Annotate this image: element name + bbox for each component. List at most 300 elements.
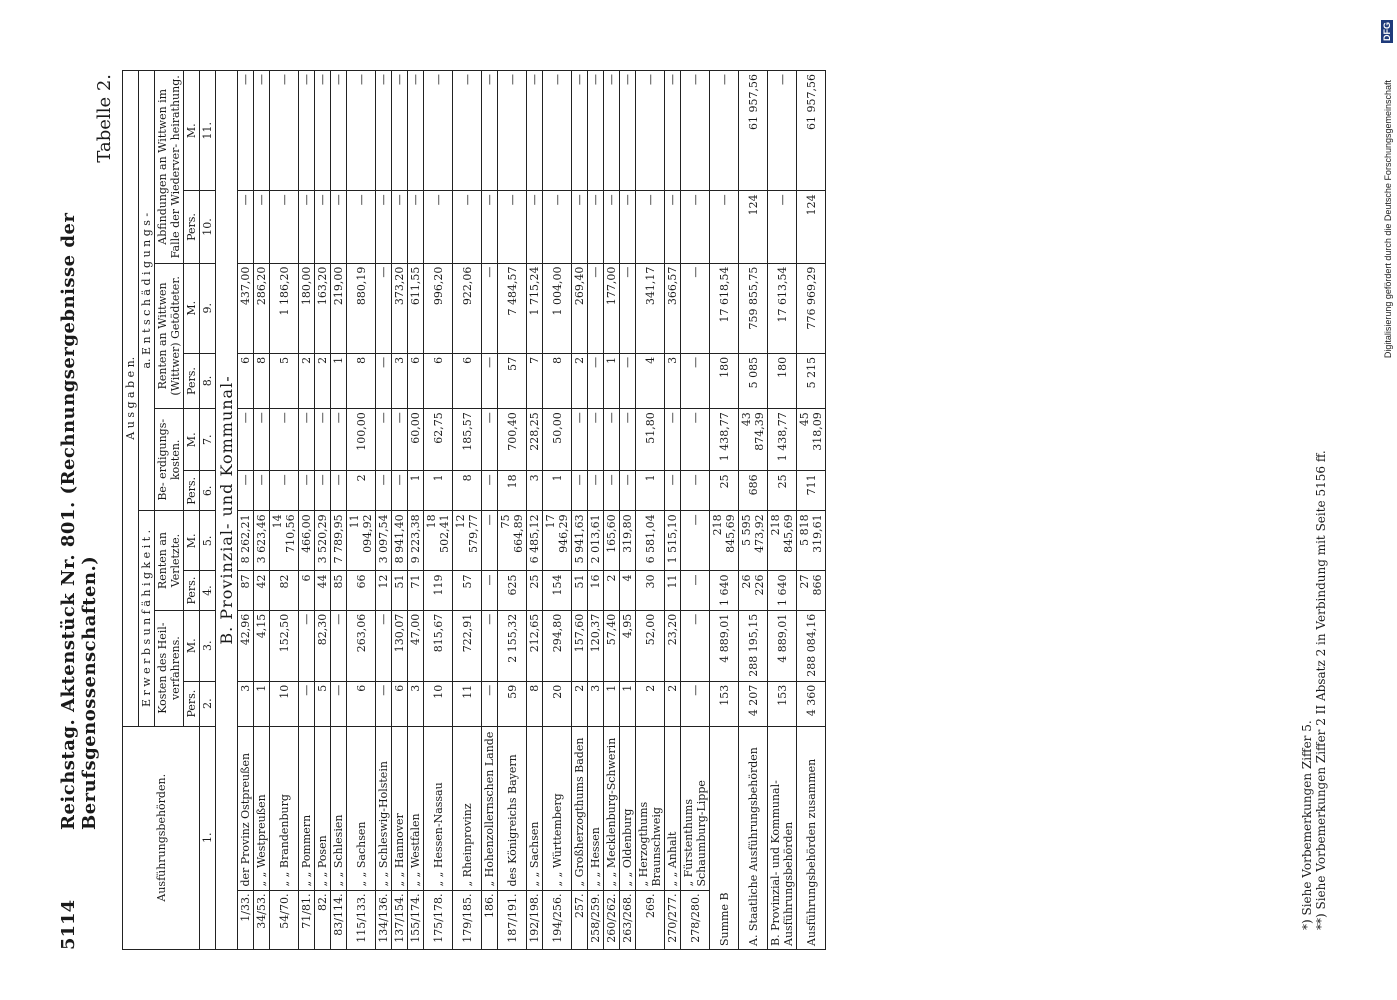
row-value: 45 318,09 xyxy=(797,409,826,471)
row-value: — xyxy=(768,191,797,263)
row-value: 4 xyxy=(620,571,636,610)
row-value: — xyxy=(376,353,392,408)
row-number: 187/191. xyxy=(498,890,527,949)
row-value: 219,00 xyxy=(331,263,347,353)
row-value: — xyxy=(681,471,710,511)
row-value: 5 595 473,92 xyxy=(739,511,768,571)
row-value: 120,37 xyxy=(588,610,604,681)
row-value: 3 623,46 xyxy=(254,511,270,571)
row-value: 776 969,29 xyxy=(797,263,826,353)
table-row xyxy=(424,71,453,950)
footnotes xyxy=(1300,450,1328,930)
row-name: „ „ Hessen xyxy=(588,726,604,890)
row-value: 130,07 xyxy=(392,610,408,681)
section-b-heading: B. Provinzial- und Kommunal- xyxy=(216,71,238,950)
row-value: — xyxy=(331,681,347,726)
row-value: 212,65 xyxy=(527,610,543,681)
row-value: 1 186,20 xyxy=(270,263,299,353)
row-value: — xyxy=(665,71,681,191)
row-value: 10 xyxy=(270,681,299,726)
row-name: Ausführungsbehörden zusammen xyxy=(797,726,826,949)
row-value: — xyxy=(543,71,572,191)
row-value: 10 xyxy=(424,681,453,726)
row-value: — xyxy=(331,409,347,471)
row-value: 26 226 xyxy=(739,571,768,610)
unit-pers: Pers. xyxy=(184,471,200,511)
row-value: 30 xyxy=(636,571,665,610)
column-number: 5. xyxy=(200,511,216,571)
row-value: 625 xyxy=(498,571,527,610)
row-value: 18 xyxy=(498,471,527,511)
row-number: 175/178. xyxy=(424,890,453,949)
row-value: 3 xyxy=(408,681,424,726)
row-value: — xyxy=(238,71,254,191)
table-row xyxy=(482,71,498,950)
row-value: — xyxy=(270,191,299,263)
column-number: 4. xyxy=(200,571,216,610)
row-value: 218 845,69 xyxy=(710,511,739,571)
dfg-logo: DFG xyxy=(1382,22,1392,41)
row-value: 6 xyxy=(347,681,376,726)
row-value: — xyxy=(482,610,498,681)
unit-pers: Pers. xyxy=(184,681,200,726)
row-value: 42 xyxy=(254,571,270,610)
table-row xyxy=(299,71,315,950)
row-value: 1 004,00 xyxy=(543,263,572,353)
rotated-table-page xyxy=(50,50,1350,950)
row-value: — xyxy=(238,471,254,511)
row-name: „ „ Württemberg xyxy=(543,726,572,890)
row-value: 100,00 xyxy=(347,409,376,471)
column-number: 2. xyxy=(200,681,216,726)
total-row xyxy=(768,71,797,950)
row-value: 71 xyxy=(408,571,424,610)
row-number: 34/53. xyxy=(254,890,270,949)
row-value: — xyxy=(681,681,710,726)
row-name: der Provinz Ostpreußen xyxy=(238,726,254,890)
column-number: 11. xyxy=(200,71,216,191)
row-value: 7 789,95 xyxy=(331,511,347,571)
unit-pers: Pers. xyxy=(184,571,200,610)
row-value: — xyxy=(572,471,588,511)
total-row xyxy=(797,71,826,950)
row-value: 4 360 xyxy=(797,681,826,726)
row-value: — xyxy=(392,191,408,263)
row-name: „ „ Pommern xyxy=(299,726,315,890)
page-title: Reichstag. Aktenstück Nr. 801. (Rechnungsergebnisse der Berufsgenossenschaften.) xyxy=(58,212,100,830)
data-table xyxy=(122,70,826,950)
row-value: 700,40 xyxy=(498,409,527,471)
row-value: — xyxy=(299,409,315,471)
row-number: 155/174. xyxy=(408,890,424,949)
row-value: 2 xyxy=(636,681,665,726)
row-value: 4 207 xyxy=(739,681,768,726)
row-value: — xyxy=(376,610,392,681)
row-value: 4,15 xyxy=(254,610,270,681)
credit-text: Digitalisierung gefördert durch die Deutsche Forschungsgemeinschaft xyxy=(1383,80,1393,359)
row-value: 1 438,77 xyxy=(710,409,739,471)
row-value: 152,50 xyxy=(270,610,299,681)
row-value: 57 xyxy=(498,353,527,408)
row-value: 61 957,56 xyxy=(739,71,768,191)
row-value: 60,00 xyxy=(408,409,424,471)
row-value: 153 xyxy=(768,681,797,726)
column-number: 3. xyxy=(200,610,216,681)
row-value: 8 xyxy=(254,353,270,408)
summe-row xyxy=(710,71,739,950)
row-value: 466,00 xyxy=(299,511,315,571)
row-value: 17 613,54 xyxy=(768,263,797,353)
row-value: — xyxy=(299,71,315,191)
row-value: 218 845,69 xyxy=(768,511,797,571)
row-value: — xyxy=(299,681,315,726)
row-name: „ Hohenzollernschen Lande xyxy=(482,726,498,890)
column-number: 1. xyxy=(200,726,216,949)
row-value: 6 581,04 xyxy=(636,511,665,571)
row-value: 288 084,16 xyxy=(797,610,826,681)
row-name: „ „ Westfalen xyxy=(408,726,424,890)
row-value: 66 xyxy=(347,571,376,610)
row-value: — xyxy=(604,191,620,263)
row-value: 228,25 xyxy=(527,409,543,471)
row-name: „ Herzogthums Braunschweig xyxy=(636,726,665,890)
table-row xyxy=(392,71,408,950)
row-number: 194/256. xyxy=(543,890,572,949)
row-name: „ „ Schleswig-Holstein xyxy=(376,726,392,890)
row-value: — xyxy=(299,471,315,511)
row-number: 137/154. xyxy=(392,890,408,949)
row-value: 1 xyxy=(604,681,620,726)
table-row xyxy=(527,71,543,950)
row-value: — xyxy=(270,409,299,471)
row-value: 7 484,57 xyxy=(498,263,527,353)
row-value: 124 xyxy=(797,191,826,263)
row-value: 51,80 xyxy=(636,409,665,471)
row-value: 75 664,89 xyxy=(498,511,527,571)
row-value: 288 195,15 xyxy=(739,610,768,681)
row-value: 11 xyxy=(665,571,681,610)
row-value: — xyxy=(588,191,604,263)
row-value: 153 xyxy=(710,681,739,726)
row-value: — xyxy=(572,71,588,191)
row-number: 82. xyxy=(315,890,331,949)
row-value: 1 515,10 xyxy=(665,511,681,571)
footnote-1: *) Siehe Vorbemerkungen Ziffer 5. xyxy=(1300,720,1314,930)
row-value: 11 094,92 xyxy=(347,511,376,571)
table-label: Tabelle 2. xyxy=(94,74,115,163)
page-number: 5114 xyxy=(58,899,79,950)
row-value: 2 155,32 xyxy=(498,610,527,681)
table-row xyxy=(588,71,604,950)
row-value: 1 xyxy=(620,681,636,726)
row-value: 341,17 xyxy=(636,263,665,353)
row-value: — xyxy=(482,409,498,471)
row-value: 8 xyxy=(453,471,482,511)
row-value: 6 xyxy=(408,353,424,408)
row-number: 71/81. xyxy=(299,890,315,949)
row-value: 17 946,29 xyxy=(543,511,572,571)
row-name: „ „ Mecklenburg-Schwerin xyxy=(604,726,620,890)
table-row xyxy=(270,71,299,950)
row-value: 5 941,63 xyxy=(572,511,588,571)
table-row xyxy=(665,71,681,950)
row-value: 2 xyxy=(572,681,588,726)
row-value: 1 xyxy=(424,471,453,511)
row-value: — xyxy=(572,409,588,471)
head-renten-verl: Renten an Verletzte. xyxy=(155,511,184,610)
row-value: — xyxy=(636,191,665,263)
row-value: — xyxy=(392,409,408,471)
row-value: — xyxy=(376,471,392,511)
row-value: — xyxy=(768,71,797,191)
row-value: — xyxy=(572,191,588,263)
row-value: 6 xyxy=(238,353,254,408)
row-value: — xyxy=(620,353,636,408)
table-row xyxy=(331,71,347,950)
table-row xyxy=(572,71,588,950)
row-value: 57 xyxy=(453,571,482,610)
head-erwerb: E r w e r b s u n f ä h i g k e i t . xyxy=(139,511,155,726)
row-value: — xyxy=(315,471,331,511)
row-value: — xyxy=(376,263,392,353)
row-value: 11 xyxy=(453,681,482,726)
row-value: 9 223,38 xyxy=(408,511,424,571)
row-value: — xyxy=(636,71,665,191)
row-value: 1 xyxy=(254,681,270,726)
row-value: — xyxy=(620,409,636,471)
row-value: — xyxy=(315,191,331,263)
row-value: 82,30 xyxy=(315,610,331,681)
row-number: 1/33. xyxy=(238,890,254,949)
row-value: 4 xyxy=(636,353,665,408)
row-value: 62,75 xyxy=(424,409,453,471)
row-number: 278/280. xyxy=(681,890,710,949)
row-value: 50,00 xyxy=(543,409,572,471)
row-value: 1 xyxy=(604,353,620,408)
row-value: — xyxy=(710,71,739,191)
row-value: 25 xyxy=(527,571,543,610)
row-number: 186. xyxy=(482,890,498,949)
head-ausgaben: A u s g a b e n. xyxy=(123,71,139,727)
row-value: 154 xyxy=(543,571,572,610)
row-value: 27 866 xyxy=(797,571,826,610)
row-value: — xyxy=(588,471,604,511)
row-number: 54/70. xyxy=(270,890,299,949)
row-value: — xyxy=(620,471,636,511)
unit-mark: M. xyxy=(184,71,200,191)
row-value: 5 xyxy=(270,353,299,408)
row-value: 294,80 xyxy=(543,610,572,681)
row-value: 922,06 xyxy=(453,263,482,353)
row-value: — xyxy=(681,191,710,263)
table-row xyxy=(636,71,665,950)
unit-pers: Pers. xyxy=(184,353,200,408)
row-value: 1 640 xyxy=(710,571,739,610)
row-value: 25 xyxy=(710,471,739,511)
table-row xyxy=(604,71,620,950)
table-row xyxy=(254,71,270,950)
row-value: — xyxy=(681,511,710,571)
row-value: 2 xyxy=(347,471,376,511)
table-row xyxy=(620,71,636,950)
row-value: 85 xyxy=(331,571,347,610)
total-row xyxy=(739,71,768,950)
row-value: 43 874,39 xyxy=(739,409,768,471)
row-name: „ „ Posen xyxy=(315,726,331,890)
row-value: 7 xyxy=(527,353,543,408)
row-value: 3 xyxy=(527,471,543,511)
row-value: 366,57 xyxy=(665,263,681,353)
row-value: — xyxy=(527,71,543,191)
unit-mark: M. xyxy=(184,263,200,353)
row-value: — xyxy=(482,681,498,726)
row-value: 2 xyxy=(315,353,331,408)
row-number: 270/277. xyxy=(665,890,681,949)
row-value: 185,57 xyxy=(453,409,482,471)
table-row xyxy=(347,71,376,950)
row-value: 1 xyxy=(636,471,665,511)
row-value: 6 xyxy=(299,571,315,610)
row-value: — xyxy=(620,263,636,353)
row-value: — xyxy=(331,610,347,681)
row-value: — xyxy=(681,409,710,471)
row-value: — xyxy=(665,191,681,263)
unit-mark: M. xyxy=(184,511,200,571)
row-value: 51 xyxy=(392,571,408,610)
row-name: „ Fürstenthums Schaumburg-Lippe xyxy=(681,726,710,890)
row-value: — xyxy=(588,353,604,408)
row-value: 6 xyxy=(392,681,408,726)
table-row xyxy=(498,71,527,950)
head-kosten: Kosten des Heil- verfahrens. xyxy=(155,610,184,726)
row-value: — xyxy=(482,571,498,610)
row-value: 163,20 xyxy=(315,263,331,353)
row-value: 759 855,75 xyxy=(739,263,768,353)
row-value: — xyxy=(527,191,543,263)
row-value: — xyxy=(681,71,710,191)
row-value: 6 xyxy=(453,353,482,408)
row-value: 82 xyxy=(270,571,299,610)
row-value: 12 xyxy=(376,571,392,610)
row-value: — xyxy=(331,71,347,191)
row-value: 8 262,21 xyxy=(238,511,254,571)
row-name: B. Provinzial- und Kommunal-Ausführungsbehörden xyxy=(768,726,797,949)
row-value: — xyxy=(376,409,392,471)
row-value: 16 xyxy=(588,571,604,610)
row-name: des Königreichs Bayern xyxy=(498,726,527,890)
row-number: 260/262. xyxy=(604,890,620,949)
row-value: 57,40 xyxy=(604,610,620,681)
row-value: — xyxy=(299,610,315,681)
row-name: „ „ Brandenburg xyxy=(270,726,299,890)
row-value: 2 013,61 xyxy=(588,511,604,571)
row-value: 373,20 xyxy=(392,263,408,353)
row-value: 61 957,56 xyxy=(797,71,826,191)
row-number: 257. xyxy=(572,890,588,949)
row-name: „ „ Sachsen xyxy=(527,726,543,890)
table-row xyxy=(543,71,572,950)
footnote-2: **) Siehe Vorbemerkungen Ziffer 2 II Absatz 2 in Verbindung mit Seite 5156 ff. xyxy=(1314,450,1328,930)
row-value: 25 xyxy=(768,471,797,511)
row-value: — xyxy=(665,409,681,471)
row-value: 23,20 xyxy=(665,610,681,681)
row-value: 6 xyxy=(424,353,453,408)
unit-mark: M. xyxy=(184,610,200,681)
row-value: — xyxy=(238,191,254,263)
row-value: 4 889,01 xyxy=(710,610,739,681)
row-value: — xyxy=(681,353,710,408)
row-value: 5 085 xyxy=(739,353,768,408)
row-value: — xyxy=(299,191,315,263)
row-value: 119 xyxy=(424,571,453,610)
row-value: — xyxy=(331,191,347,263)
row-number: 134/136. xyxy=(376,890,392,949)
row-value: 1 xyxy=(543,471,572,511)
head-beerd: Be- erdigungs- kosten. xyxy=(155,409,184,511)
row-number: 115/133. xyxy=(347,890,376,949)
row-value: 1 xyxy=(331,353,347,408)
row-value: 5 215 xyxy=(797,353,826,408)
column-number: 10. xyxy=(200,191,216,263)
row-name: „ „ Westpreußen xyxy=(254,726,270,890)
row-value: 3 xyxy=(588,681,604,726)
table-row xyxy=(315,71,331,950)
row-value: 8 xyxy=(527,681,543,726)
row-value: 8 xyxy=(543,353,572,408)
row-name: Summe B xyxy=(710,726,739,949)
head-entsch: a. E n t s c h ä d i g u n g s - xyxy=(139,71,155,511)
row-value: 42,96 xyxy=(238,610,254,681)
row-value: 8 941,40 xyxy=(392,511,408,571)
row-value: — xyxy=(681,263,710,353)
column-number: 7. xyxy=(200,409,216,471)
digitization-credit xyxy=(1375,20,1395,980)
row-value: 6 485,12 xyxy=(527,511,543,571)
row-value: 14 710,56 xyxy=(270,511,299,571)
row-number: 192/198. xyxy=(527,890,543,949)
row-value: — xyxy=(254,471,270,511)
table-row xyxy=(408,71,424,950)
row-value: 711 xyxy=(797,471,826,511)
row-value: — xyxy=(408,191,424,263)
row-value: 52,00 xyxy=(636,610,665,681)
row-value: — xyxy=(270,71,299,191)
row-value: 3 xyxy=(665,353,681,408)
row-value: 3 xyxy=(392,353,408,408)
row-value: — xyxy=(482,471,498,511)
row-value: — xyxy=(604,409,620,471)
row-value: 3 xyxy=(238,681,254,726)
row-number: 263/268. xyxy=(620,890,636,949)
row-value: — xyxy=(498,191,527,263)
row-value: 2 xyxy=(665,681,681,726)
row-value: — xyxy=(270,471,299,511)
row-name: „ „ Hessen-Nassau xyxy=(424,726,453,890)
column-number: 8. xyxy=(200,353,216,408)
row-value: 722,91 xyxy=(453,610,482,681)
row-value: — xyxy=(588,263,604,353)
row-value: — xyxy=(238,409,254,471)
column-number: 9. xyxy=(200,263,216,353)
row-value: — xyxy=(254,71,270,191)
row-value: — xyxy=(710,191,739,263)
row-value: 17 618,54 xyxy=(710,263,739,353)
row-value: — xyxy=(482,511,498,571)
row-value: — xyxy=(331,471,347,511)
row-value: — xyxy=(588,409,604,471)
row-value: 3 097,54 xyxy=(376,511,392,571)
row-name: A. Staatliche Ausführungsbehörden xyxy=(739,726,768,949)
